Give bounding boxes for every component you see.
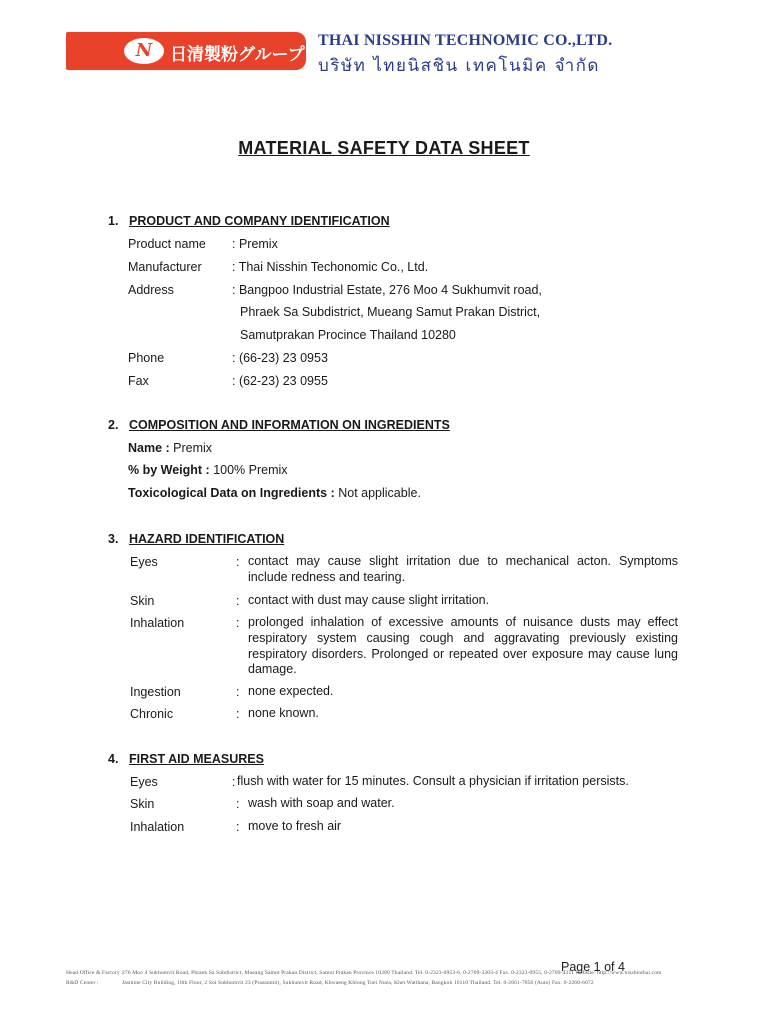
firstaid-skin-label: Skin [130,797,155,811]
colon: : [232,775,236,789]
weight-label: % by Weight : [128,463,210,477]
footer-rnd-label: R&D Center : [66,980,99,986]
footer-rnd-center [66,980,594,986]
firstaid-eyes-text: flush with water for 15 minutes. Consult a physician if irritation persists. [237,774,629,788]
colon: : [236,797,240,811]
footer-head-office [66,970,661,976]
product-name-value: : Premix [232,237,278,251]
colon: : [236,555,240,569]
hazard-skin-label: Skin [130,594,155,608]
colon: : [236,594,240,608]
firstaid-inhalation-label: Inhalation [130,820,185,834]
section-2-title: COMPOSITION AND INFORMATION ON INGREDIENTS [129,418,450,432]
firstaid-inhalation-text: move to fresh air [248,819,342,833]
ingredient-name-row [128,441,212,455]
section-1-title: PRODUCT AND COMPANY IDENTIFICATION [129,214,390,228]
manufacturer-label: Manufacturer [128,260,202,274]
colon: : [236,707,240,721]
logo-mark-icon [124,38,164,64]
ingredient-name-value: Premix [169,441,213,455]
hazard-ingestion-label: Ingestion [130,685,181,699]
hazard-inhalation-text: prolonged inhalation of excessive amounts of nuisance dusts may effect respiratory system causing cough and aggravating previously existing respiratory disorders. Prolonged or repeated over exposure may cause lung damage. [248,615,678,677]
logo-mark-letter: N [135,40,153,61]
hazard-skin-text: contact with dust may cause slight irritation. [248,593,490,607]
manufacturer-value: : Thai Nisshin Techonomic Co., Ltd. [232,260,429,274]
hazard-ingestion-text: none expected. [248,684,334,698]
colon: : [236,685,240,699]
footer-head-office-text: 276 Moo 4 Sukhumvit Road, Phraek Sa Subdistrict, Mueang Samut Prakan District, Samut Prakan Province 10280 Thailand. Tel. 0-2323-0953-6, 0-2709-3303-4 Fax. 0-2323-0955, 0-2709-4311 Website: http://www.nisshinthai.com [122,970,662,976]
document-title: MATERIAL SAFETY DATA SHEET [238,138,530,158]
section-1-heading [108,214,390,228]
fax-label: Fax [128,374,149,388]
fax-value: : (62-23) 23 0955 [232,374,328,388]
section-3-title: HAZARD IDENTIFICATION [129,532,285,546]
firstaid-eyes-label: Eyes [130,775,158,789]
section-3-heading [108,532,284,546]
company-name-thai: บริษัท ไทยนิสชิน เทคโนมิค จำกัด [318,56,600,76]
phone-value: : (66-23) 23 0953 [232,351,328,365]
phone-label: Phone [128,351,165,365]
toxicological-label: Toxicological Data on Ingredients : [128,486,335,500]
toxicological-row [128,486,421,500]
toxicological-value: Not applicable. [334,486,421,500]
company-name-english: THAI NISSHIN TECHNOMIC CO.,LTD. [318,32,613,49]
firstaid-skin-text: wash with soap and water. [248,796,395,810]
section-4-number: 4. [108,752,119,766]
address-line-3: Samutprakan Procince Thailand 10280 [240,328,456,342]
logo-group-text: 日清製粉グループ [170,45,305,65]
section-2-heading [108,418,450,432]
address-line-2: Phraek Sa Subdistrict, Mueang Samut Prakan District, [240,305,541,319]
product-name-label: Product name [128,237,206,251]
address-line-1: : Bangpoo Industrial Estate, 276 Moo 4 Sukhumvit road, [232,283,542,297]
hazard-chronic-text: none known. [248,706,319,720]
hazard-eyes-text: contact may cause slight irritation due to mechanical acton. Symptoms include redness and tearing. [248,554,678,584]
hazard-inhalation-label: Inhalation [130,616,185,630]
page-number: Page 1 of 4 [561,960,625,974]
colon: : [236,820,240,834]
weight-row [128,463,288,477]
company-logo [66,32,306,70]
section-4-heading [108,752,264,766]
colon: : [236,616,240,630]
footer-rnd-text: Jasmine City Building, 18th Floor, 2 Soi Sukhumvit 23 (Prasanmit), Sukhumvit Road, Khwaeng Khlong Toei Nuea, Khet Watthana, Bangkok 10110 Thailand. Tel. 0-2661-7850 (Auto) Fax. 0-2260-6072 [122,980,594,986]
footer-head-office-label: Head Office & Factory : [66,970,123,976]
section-2-number: 2. [108,418,119,432]
section-3-number: 3. [108,532,119,546]
hazard-chronic-label: Chronic [130,707,174,721]
section-4-title: FIRST AID MEASURES [129,752,264,766]
hazard-eyes-label: Eyes [130,555,158,569]
section-1-number: 1. [108,214,119,228]
ingredient-name-label: Name : [128,441,170,455]
weight-value: 100% Premix [209,463,288,477]
address-label: Address [128,283,174,297]
